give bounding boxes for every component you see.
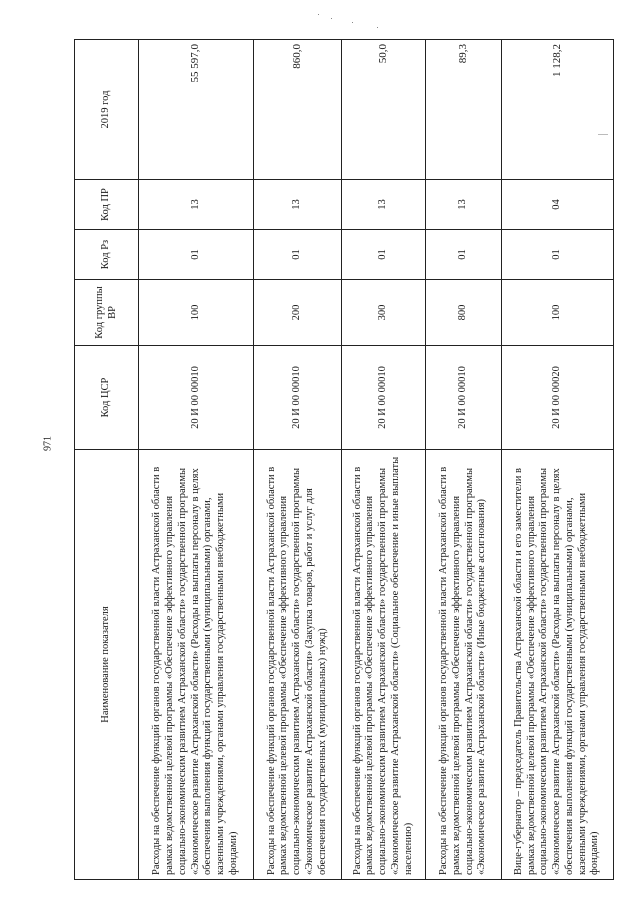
row-pr: 13	[342, 180, 426, 230]
page-number: 971	[42, 436, 54, 451]
row-pr: 13	[426, 180, 502, 230]
row-rz: 01	[426, 230, 502, 280]
header-csr: Код ЦСР	[75, 346, 139, 450]
row-vr: 300	[342, 280, 426, 346]
row-vr: 100	[139, 280, 254, 346]
row-pr: 13	[139, 180, 254, 230]
header-amount: 2019 год	[75, 40, 139, 180]
row-amount: 860,0	[254, 40, 342, 180]
header-vr: Код группы ВР	[75, 280, 139, 346]
scan-speck	[598, 134, 608, 135]
row-csr: 20 И 00 00010	[426, 346, 502, 450]
header-pr: Код ПР	[75, 180, 139, 230]
row-amount: 89,3	[426, 40, 502, 180]
rotated-table-wrapper	[74, 40, 613, 880]
header-rz: Код Рз	[75, 230, 139, 280]
row-csr: 20 И 00 00010	[139, 346, 254, 450]
scan-speck	[352, 22, 353, 23]
header-name: Наименование показателя	[75, 450, 139, 880]
row-name: Расходы на обеспечение функций органов государственной власти Астраханской области в рамках ведомственной целевой программы «Обеспечение эффективного управления социально-экономическим развитием Астраханской области» государственной программы «Экономическое развитие Астраханской области» (Расходы на выплаты персоналу в целях обеспечения выполнения функций государственными (муниципальными) органами, казенными учреждениями, органами управления государственными внебюджетными фондами)	[139, 450, 254, 880]
row-rz: 01	[502, 230, 614, 280]
row-amount: 50,0	[342, 40, 426, 180]
row-csr: 20 И 00 00010	[254, 346, 342, 450]
row-name: Вице-губернатор – председатель Правительства Астраханской области и его заместители в рамках ведомственной целевой программы «Обеспечение эффективного управления социально-экономическим развитием Астраханской области» государственной программы «Экономическое развитие Астраханской области» (Расходы на выплаты персоналу в целях обеспечения выполнения функций государственными (муниципальными) органами, казенными учреждениями, органами управления государственными внебюджетными фондами)	[502, 450, 614, 880]
row-vr: 200	[254, 280, 342, 346]
table-row	[502, 40, 614, 880]
row-csr: 20 И 00 00020	[502, 346, 614, 450]
budget-table	[74, 39, 614, 880]
table-row	[342, 40, 426, 880]
table-row	[139, 40, 254, 880]
row-name: Расходы на обеспечение функций органов государственной власти Астраханской области в рамках ведомственной целевой программы «Обеспечение эффективного управления социально-экономическим развитием Астраханской области» государственной программы «Экономическое развитие Астраханской области» (Социальное обеспечение и иные выплаты населению)	[342, 450, 426, 880]
scan-speck	[331, 18, 332, 19]
row-amount: 55 597,0	[139, 40, 254, 180]
row-csr: 20 И 00 00010	[342, 346, 426, 450]
row-amount: 1 128,2	[502, 40, 614, 180]
table-header-row	[75, 40, 139, 880]
row-vr: 800	[426, 280, 502, 346]
row-pr: 04	[502, 180, 614, 230]
row-rz: 01	[342, 230, 426, 280]
row-name: Расходы на обеспечение функций органов государственной власти Астраханской области в рамках ведомственной целевой программы «Обеспечение эффективного управления социально-экономическим развитием Астраханской области» государственной программы «Экономическое развитие Астраханской области» (Иные бюджетные ассигнования)	[426, 450, 502, 880]
row-rz: 01	[139, 230, 254, 280]
row-name: Расходы на обеспечение функций органов государственной власти Астраханской области в рамках ведомственной целевой программы «Обеспечение эффективного управления социально-экономическим развитием Астраханской области» государственной программы «Экономическое развитие Астраханской области» (Закупка товаров, работ и услуг для обеспечения государственных (муниципальных) нужд)	[254, 450, 342, 880]
table-row	[254, 40, 342, 880]
row-rz: 01	[254, 230, 342, 280]
scan-speck	[377, 27, 378, 28]
row-pr: 13	[254, 180, 342, 230]
scan-speck	[318, 14, 319, 15]
table-row	[426, 40, 502, 880]
row-vr: 100	[502, 280, 614, 346]
